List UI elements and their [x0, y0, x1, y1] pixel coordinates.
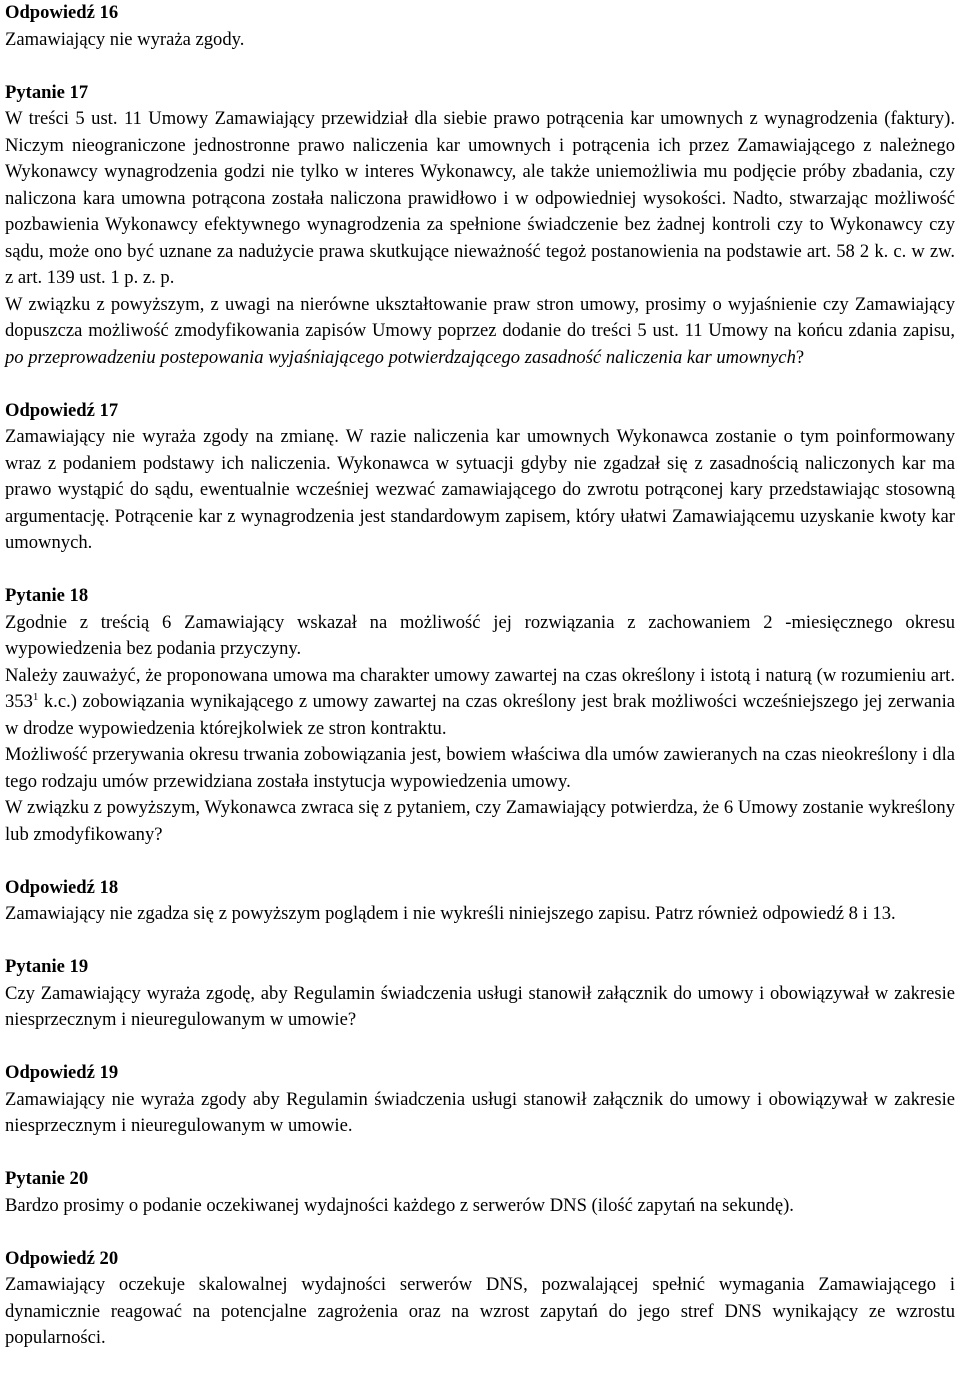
question-18-paragraph-1: Zgodnie z treścią 6 Zamawiający wskazał na możliwość jej rozwiązania z zachowaniem 2 -miesięcznego okresu wypowiedzenia bez podania przyczyny. — [5, 611, 955, 659]
answer-20-heading: Odpowiedź 20 — [5, 1247, 119, 1269]
question-18-paragraph-2-b: k.c.) zobowiązania wynikającego z umowy zawartej na czas określony jest brak możliwości wcześniejszego jej zerwania w drodze wypowiedzenia którejkolwiek ze stron kontraktu. — [5, 691, 955, 739]
question-19-heading: Pytanie 19 — [5, 956, 89, 977]
answer-16 — [5, 0, 955, 53]
answer-20 — [5, 1246, 955, 1352]
answer-18-text: Zamawiający nie zgadza się z powyższym poglądem i nie wykreśli niniejszego zapisu. Patrz również odpowiedź 8 i 13. — [5, 903, 896, 924]
answer-18-heading: Odpowiedź 18 — [5, 876, 119, 898]
question-18-heading: Pytanie 18 — [5, 585, 89, 606]
question-17-paragraph-1: W treści 5 ust. 11 Umowy Zamawiający przewidział dla siebie prawo potrącenia kar umownych z wynagrodzenia (faktury). Niczym nieograniczone jednostronne prawo naliczenia kar umownych i potrącenia ich przez Zamawiającego z należnego Wykonawcy wynagrodzenia godzi nie tylko w interes Wykonawcy, ale także uniemożliwia mu podjęcie próby zbadania, czy naliczona kara umowna potrącona została naliczona prawidłowo i w odpowiedniej wysokości. Nadto, stwarzając możliwość pozbawienia Wykonawcy efektywnego wynagrodzenia za spełnione świadczenie bez żadnej kontroli czy to Wykonawcy czy sądu, może ono być uznane za nadużycie prawa skutkujące nieważność tegoż postanowienia na podstawie art. 58 2 k. c. w zw. z art. 139 ust. 1 p. z. p. — [5, 108, 955, 288]
question-18-paragraph-3: Możliwość przerywania okresu trwania zobowiązania jest, bowiem właściwa dla umów zawieranych na czas nieokreślony i dla tego rodzaju umów przewidziana została instytucja wypowiedzenia umowy. — [5, 744, 955, 792]
question-18-paragraph-4: W związku z powyższym, Wykonawca zwraca się z pytaniem, czy Zamawiający potwierdza, że 6 Umowy zostanie wykreślony lub zmodyfikowany? — [5, 797, 955, 845]
answer-19 — [5, 1060, 955, 1140]
question-20-heading: Pytanie 20 — [5, 1168, 89, 1189]
answer-17-heading: Odpowiedź 17 — [5, 399, 119, 421]
answer-20-text: Zamawiający oczekuje skalowalnej wydajności serwerów DNS, pozwalającej spełnić wymagania Zamawiającego i dynamicznie reagować na potencjalne zagrożenia oraz na wzrost zapytań do jego stref DNS wynikający ze wzrostu popularności. — [5, 1274, 955, 1348]
question-20 — [5, 1166, 955, 1219]
answer-17-text: Zamawiający nie wyraża zgody na zmianę. W razie naliczenia kar umownych Wykonawca zostanie o tym poinformowany wraz z podaniem podstawy ich naliczenia. Wykonawca w sytuacji gdyby nie zgadzał się z zasadnością naliczonych kar ma prawo wystąpić do sądu, ewentualnie wcześniej wezwać zamawiającego do zwrotu potrąconej kary przedstawiając stosowną argumentację. Potrącenie kar z wynagrodzenia jest standardowym zapisem, który ułatwi Zamawiającemu uzyskanie kwoty kar umownych. — [5, 426, 955, 553]
answer-16-heading: Odpowiedź 16 — [5, 2, 119, 23]
question-17-heading: Pytanie 17 — [5, 81, 89, 103]
question-18-paragraph-2-a: Należy zauważyć, że proponowana umowa ma charakter umowy zawartej na czas określony i istotą i naturą (w rozumieniu art. 353 — [5, 664, 955, 712]
question-18-paragraph-2 — [5, 663, 955, 743]
question-17-paragraph-2 — [5, 292, 955, 372]
question-18-superscript: 1 — [32, 690, 39, 703]
answer-19-text: Zamawiający nie wyraża zgody aby Regulamin świadczenia usługi stanowił załącznik do umowy i obowiązywał w zakresie niesprzecznym i nieuregulowanym w umowie. — [5, 1088, 955, 1136]
question-19-text: Czy Zamawiający wyraża zgodę, aby Regulamin świadczenia usługi stanowił załącznik do umowy i obowiązywał w zakresie niesprzecznym i nieuregulowanym w umowie? — [5, 982, 955, 1030]
question-19 — [5, 954, 955, 1034]
question-17-paragraph-2-italic: po przeprowadzeniu postepowania wyjaśniającego potwierdzającego zasadność naliczenia kar umownych — [5, 346, 796, 368]
question-18 — [5, 583, 955, 848]
answer-18 — [5, 875, 955, 928]
answer-17 — [5, 398, 955, 557]
question-17 — [5, 80, 955, 372]
question-20-text: Bardzo prosimy o podanie oczekiwanej wydajności każdego z serwerów DNS (ilość zapytań na sekundę). — [5, 1194, 794, 1216]
question-17-paragraph-2-end: ? — [795, 346, 805, 368]
answer-19-heading: Odpowiedź 19 — [5, 1062, 119, 1083]
answer-16-text: Zamawiający nie wyraża zgody. — [5, 28, 245, 50]
question-17-paragraph-2-main: W związku z powyższym, z uwagi na nierówne ukształtowanie praw stron umowy, prosimy o wyjaśnienie czy Zamawiający dopuszcza możliwość zmodyfikowania zapisów Umowy poprzez dodanie do treści 5 ust. 11 Umowy na końcu zdania zapisu, — [5, 293, 955, 341]
